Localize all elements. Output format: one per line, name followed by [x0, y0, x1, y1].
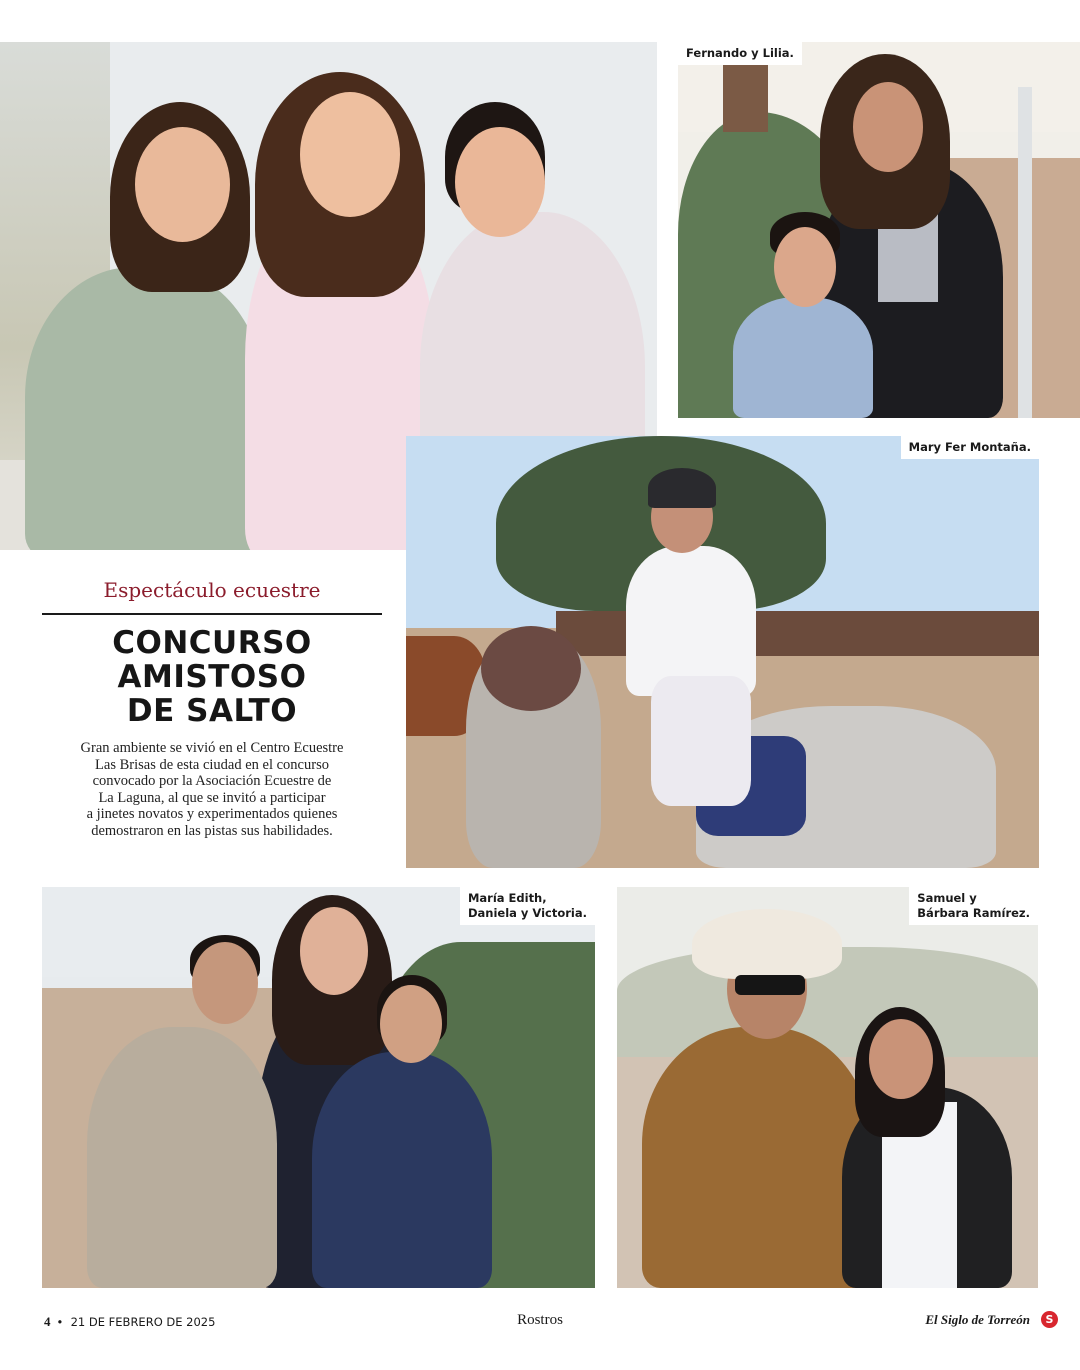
photo-maria-daniela-victoria [42, 887, 595, 1288]
footer-date: 21 DE FEBRERO DE 2025 [70, 1315, 216, 1329]
person-figure [733, 297, 873, 418]
page-number: 4 [44, 1314, 51, 1329]
person-figure [312, 1052, 492, 1288]
photo-caption: Fernando y Lilia. [678, 42, 802, 65]
photo-caption: Samuel y Bárbara Ramírez. [909, 887, 1038, 925]
article-headline [42, 626, 382, 728]
publication-name: El Siglo de Torreón [925, 1312, 1030, 1327]
person-face [135, 127, 230, 242]
photo-caption: Mary Fer Montaña. [901, 436, 1039, 459]
kicker-rule [42, 613, 382, 615]
cowboy-hat [692, 909, 842, 979]
headline-line: CONCURSO [112, 625, 312, 661]
body-line: a jinetes novatos y experimentados quienes [86, 806, 338, 822]
person-face [455, 127, 545, 237]
photo-fernando-lilia [678, 42, 1080, 418]
article-kicker: Espectáculo ecuestre [103, 578, 321, 602]
person-face [380, 985, 442, 1063]
page-footer [0, 1306, 1080, 1336]
article-body [42, 740, 382, 839]
footer-separator: • [56, 1315, 64, 1329]
person-face [869, 1019, 933, 1099]
person-figure [642, 1027, 872, 1288]
rider-breeches [651, 676, 751, 806]
headline-line: AMISTOSO [117, 659, 307, 695]
person-face [853, 82, 923, 172]
body-line: demostraron en las pistas sus habilidades. [91, 822, 333, 839]
horse-ear-bonnet [481, 626, 581, 711]
body-line: convocado por la Asociación Ecuestre de [92, 773, 332, 789]
footer-section: Rostros [517, 1312, 563, 1328]
publication-logo-icon: S [1041, 1311, 1058, 1328]
body-line: Gran ambiente se vivió en el Centro Ecuestre [80, 740, 344, 756]
person-face [300, 907, 368, 995]
person-face [300, 92, 400, 217]
person-face [774, 227, 836, 307]
person-figure [25, 267, 265, 550]
rider-helmet [648, 468, 716, 508]
person-face [192, 942, 258, 1024]
photo-mary-fer-montana [406, 436, 1039, 868]
sunglasses [735, 975, 805, 995]
body-line: La Laguna, al que se invitó a participar [98, 789, 326, 806]
rider-shirt [626, 546, 756, 696]
headline-line: DE SALTO [126, 693, 298, 729]
body-line: Las Brisas de esta ciudad en el concurso [95, 756, 329, 773]
person-figure [87, 1027, 277, 1288]
photo-jump-pole [1018, 87, 1032, 418]
photo-samuel-barbara [617, 887, 1038, 1288]
photo-caption: María Edith, Daniela y Victoria. [460, 887, 595, 925]
